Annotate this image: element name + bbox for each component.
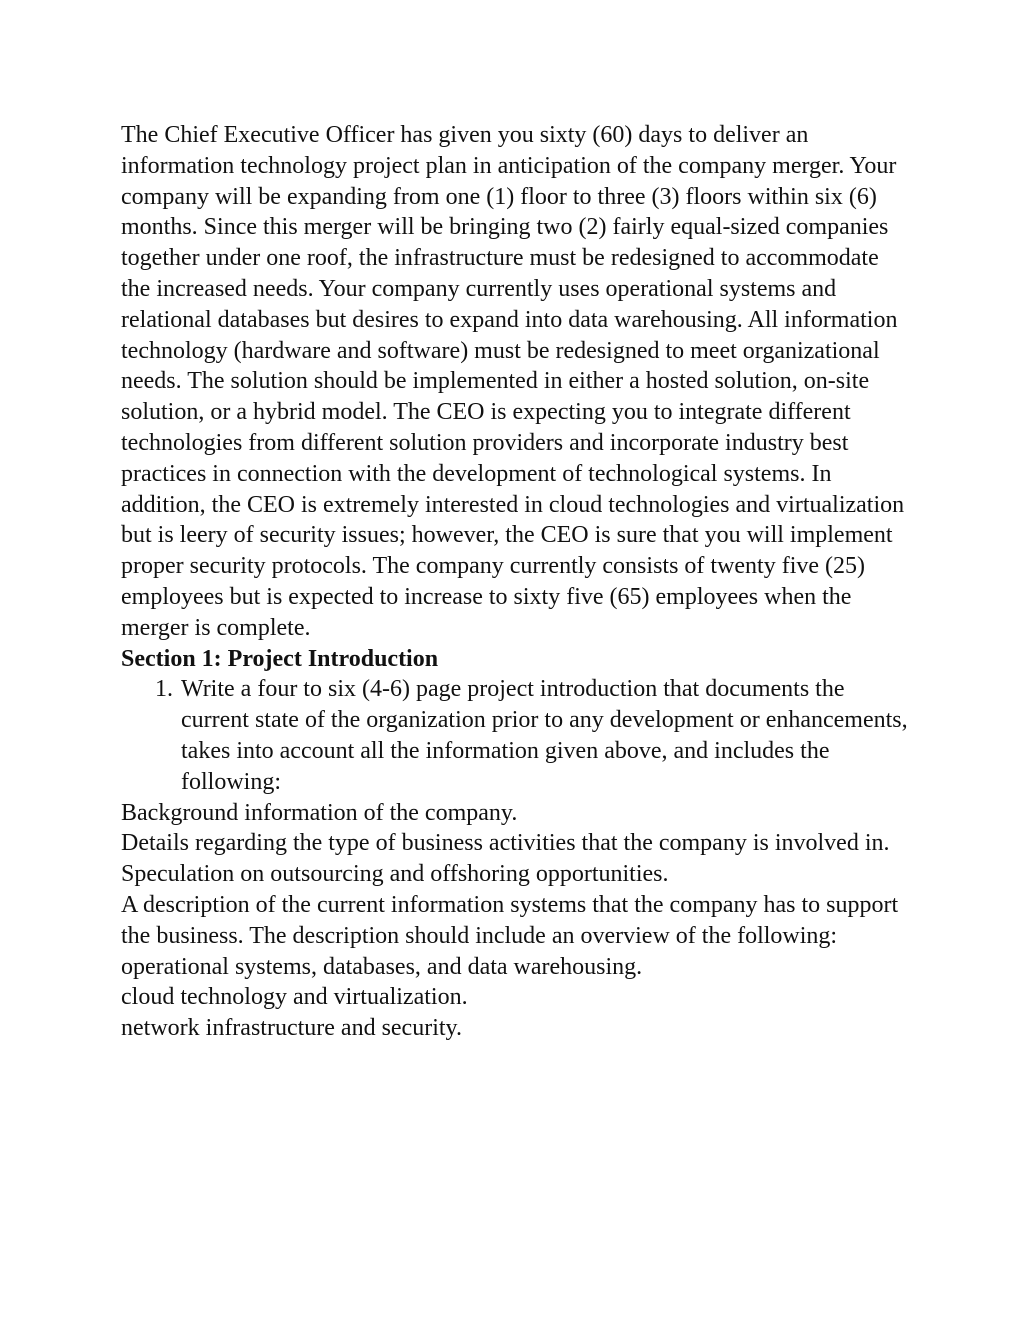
- numbered-list: [121, 674, 911, 797]
- list-item-text: Write a four to six (4-6) page project introduction that documents the current state of the organization prior to any development or enhancements, takes into account all the information given above, and includes the following:: [181, 676, 908, 795]
- intro-paragraph: The Chief Executive Officer has given you sixty (60) days to deliver an information technology project plan in anticipation of the company merger. Your company will be expanding from one (1) floor to three (3) floors within six (6) months. Since this merger will be bringing two (2) fairly equal-sized companies together under one roof, the infrastructure must be redesigned to accommodate the increased needs. Your company currently uses operational systems and relational databases but desires to expand into data warehousing. All information technology (hardware and software) must be redesigned to meet organizational needs. The solution should be implemented in either a hosted solution, on-site solution, or a hybrid model. The CEO is expecting you to integrate different technologies from different solution providers and incorporate industry best practices in connection with the development of technological systems. In addition, the CEO is extremely interested in cloud technologies and virtualization but is leery of security issues; however, the CEO is sure that you will implement proper security protocols. The company currently consists of twenty five (25) employees but is expected to increase to sixty five (65) employees when the merger is complete.: [121, 122, 905, 641]
- requirement-line-outsourcing: Speculation on outsourcing and offshoring opportunities.: [121, 861, 669, 888]
- document-body: [121, 120, 911, 1044]
- section-heading: Section 1: Project Introduction: [121, 645, 439, 672]
- requirement-line-background: Background information of the company.: [121, 799, 518, 826]
- requirement-line-information-systems: A description of the current information systems that the company has to support the business. The description should include an overview of the following:: [121, 891, 899, 949]
- requirement-line-network: network infrastructure and security.: [121, 1015, 462, 1042]
- requirement-line-operational-systems: operational systems, databases, and data warehousing.: [121, 953, 643, 980]
- requirement-line-cloud: cloud technology and virtualization.: [121, 984, 468, 1011]
- requirement-line-business-activities: Details regarding the type of business activities that the company is involved in.: [121, 830, 890, 857]
- numbered-list-item: [121, 674, 911, 797]
- list-item-number: 1.: [155, 676, 173, 703]
